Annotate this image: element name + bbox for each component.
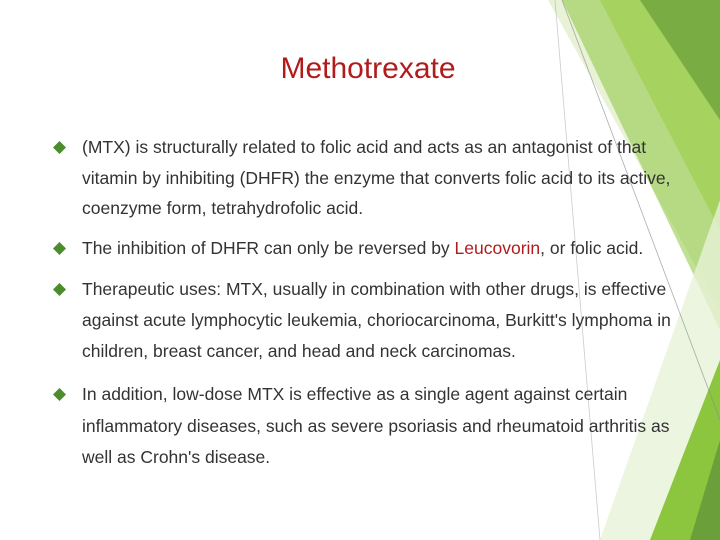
bullet-list: [52, 132, 692, 474]
leucovorin-highlight: Leucovorin: [454, 237, 541, 258]
slide-title: Methotrexate: [280, 52, 456, 85]
green-diamond-bullet-icon: [53, 388, 66, 401]
bullet-text: (MTX) is structurally related to folic acid and acts as an antagonist of that vitamin by inhibiting (DHFR) the enzyme that converts folic acid to its active, coenzyme form, tetrahydrofolic acid.: [82, 137, 671, 218]
green-diamond-bullet-icon: [53, 242, 66, 255]
bullet-item: [52, 274, 692, 367]
bullet-item: [52, 132, 692, 224]
bullet-text: , or folic acid.: [540, 237, 644, 258]
green-diamond-bullet-icon: [53, 141, 66, 154]
bullet-item: [52, 379, 692, 474]
bullet-text: The inhibition of DHFR can only be reversed by: [82, 237, 455, 258]
bullet-text: In addition, low-dose MTX is effective as a single agent against certain inflammatory diseases, such as severe psoriasis and rheumatoid arthritis as well as Crohn's disease.: [82, 384, 670, 467]
bullet-text: Therapeutic uses: MTX, usually in combination with other drugs, is effective against acute lymphocytic leukemia, choriocarcinoma, Burkitt's lymphoma in children, breast cancer, and head and neck carcinomas.: [82, 279, 671, 361]
green-diamond-bullet-icon: [53, 283, 66, 296]
bullet-item: [52, 233, 692, 264]
